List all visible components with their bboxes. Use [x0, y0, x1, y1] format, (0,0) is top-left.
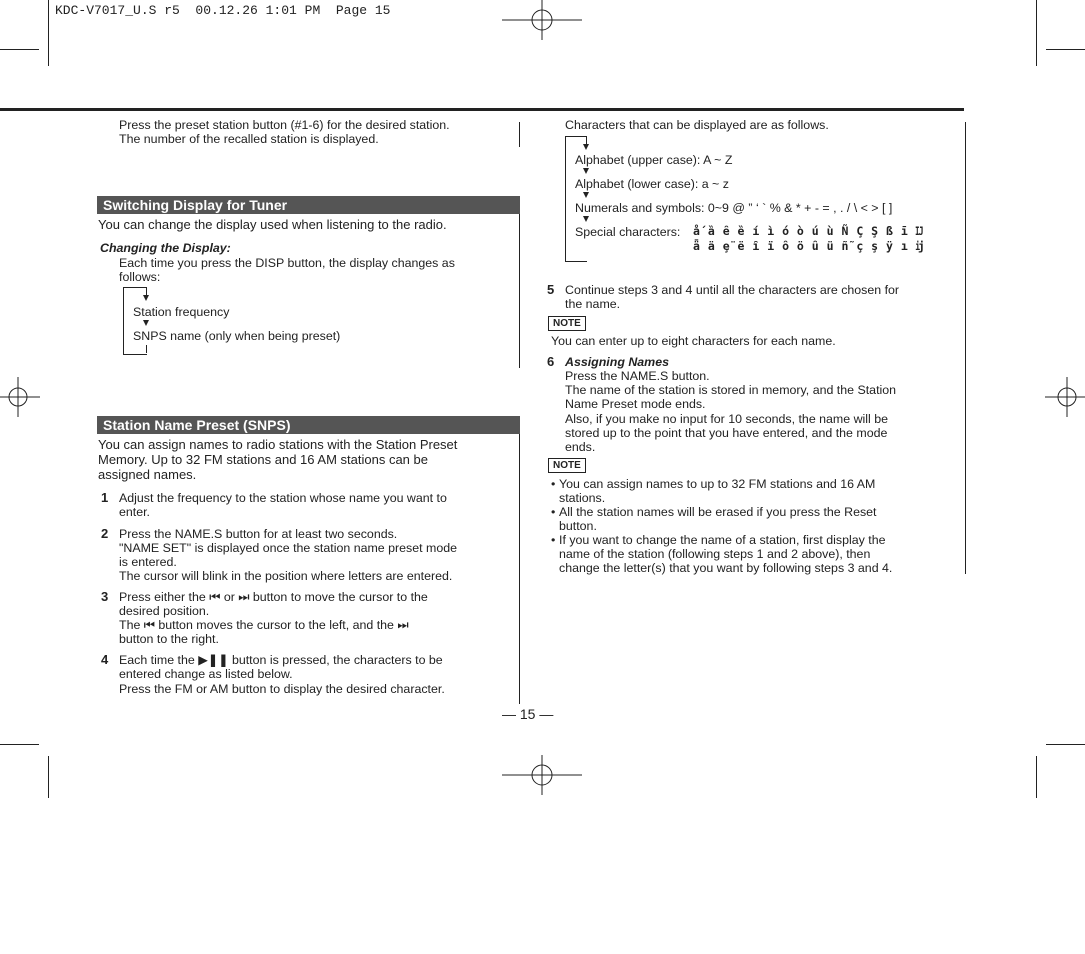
note-bullet-line: stations.: [559, 491, 606, 505]
down-arrow-icon: [143, 320, 149, 326]
step-line: Name Preset mode ends.: [565, 397, 706, 411]
step-number: 6: [547, 354, 555, 369]
step-line: Press the NAME.S button.: [565, 369, 710, 383]
section-title-switching-display: Switching Display for Tuner: [97, 196, 520, 214]
note-bullet-line: change the letter(s) that you want by following steps 3 and 4.: [559, 561, 893, 575]
registration-mark-right: [1045, 377, 1085, 417]
print-slug: KDC-V7017_U.S r5 00.12.26 1:01 PM Page 15: [55, 3, 391, 18]
cycle-item: Alphabet (lower case): a ~ z: [575, 177, 729, 191]
note-bullet-item: • You can assign names to up to 32 FM stations and 16 AM: [551, 477, 876, 491]
note-bullet-line: button.: [559, 519, 597, 533]
step-line: "NAME SET" is displayed once the station name preset mode: [119, 541, 458, 555]
registration-mark-left: [0, 377, 40, 417]
cycle-item: Station frequency: [133, 305, 230, 319]
step-number: 5: [547, 282, 555, 297]
step-line: Continue steps 3 and 4 until all the characters are chosen for: [565, 283, 900, 297]
step-line: Press the NAME.S button for at least two seconds.: [119, 527, 398, 541]
cycle-item: Numerals and symbols: 0~9 @ ” ‘ ` % & * + - = , . / \ < > [ ]: [575, 201, 893, 215]
cycle-item: Alphabet (upper case): A ~ Z: [575, 153, 733, 167]
cycle-item: Special characters:: [575, 225, 681, 239]
step-line: desired position.: [119, 604, 210, 618]
top-rule: [0, 108, 964, 111]
step-line: is entered.: [119, 555, 177, 569]
note-text: You can enter up to eight characters for each name.: [551, 334, 836, 348]
note-label: NOTE: [548, 316, 586, 331]
body-line: Each time you press the DISP button, the display changes as: [119, 256, 455, 270]
intro-line: Press the preset station button (#1-6) for the desired station.: [119, 118, 450, 132]
step-number: 3: [101, 589, 109, 604]
section-lead: You can change the display used when listening to the radio.: [98, 217, 447, 232]
intro-line: The number of the recalled station is displayed.: [119, 132, 379, 146]
note-bullet-item: • If you want to change the name of a station, first display the: [551, 533, 886, 547]
step-line: stored up to the point that you have entered, and the mode: [565, 426, 888, 440]
note-label: NOTE: [548, 458, 586, 473]
section-lead: You can assign names to radio stations with the Station Preset: [98, 437, 458, 452]
down-arrow-icon: [583, 168, 589, 174]
body-line: follows:: [119, 270, 161, 284]
registration-mark-bottom: [502, 755, 582, 795]
section-title-station-name-preset: Station Name Preset (SNPS): [97, 416, 520, 434]
step-number: 1: [101, 490, 109, 505]
step-line: Press either the ⏮ or ⏭ button to move the cursor to the: [119, 590, 428, 604]
down-arrow-icon: [583, 192, 589, 198]
column-divider: [519, 416, 520, 704]
note-bullet-item: • All the station names will be erased if you press the Reset: [551, 505, 877, 519]
cycle-item: SNPS name (only when being preset): [133, 329, 341, 343]
column-divider: [519, 122, 520, 147]
step-number: 4: [101, 652, 109, 667]
step-line: The ⏮ button moves the cursor to the left, and the ⏭: [119, 618, 409, 632]
down-arrow-icon: [143, 295, 149, 301]
down-arrow-icon: [583, 144, 589, 150]
page-number: — 15 —: [502, 706, 554, 722]
step-line: the name.: [565, 297, 621, 311]
special-characters-row-2: ǟ ä ȩ̈ ë ȋ ï ȏ ö ȗ ü ñ̃ ç ş ÿ ı ĳ: [693, 239, 924, 253]
special-characters-row-1: ǻ ȁ ȇ ȅ í ì ó ò ú ù Ñ Ç Ş ß ī Ĳ: [693, 224, 924, 238]
step-line: Also, if you make no input for 10 seconds, the name will be: [565, 412, 889, 426]
step-line: The cursor will blink in the position where letters are entered.: [119, 569, 453, 583]
step-line: Adjust the frequency to the station whose name you want to: [119, 491, 447, 505]
step-title-assigning-names: Assigning Names: [565, 355, 669, 369]
section-lead: Memory. Up to 32 FM stations and 16 AM stations can be: [98, 452, 428, 467]
step-line: ends.: [565, 440, 596, 454]
registration-mark-top: [502, 0, 582, 40]
characters-intro: Characters that can be displayed are as follows.: [565, 118, 829, 132]
step-number: 2: [101, 526, 109, 541]
step-line: enter.: [119, 505, 151, 519]
column-divider: [519, 196, 520, 368]
step-line: entered change as listed below.: [119, 667, 293, 681]
down-arrow-icon: [583, 216, 589, 222]
subheading-changing-display: Changing the Display:: [100, 241, 231, 255]
section-lead: assigned names.: [98, 467, 197, 482]
step-line: The name of the station is stored in memory, and the Station: [565, 383, 897, 397]
step-line: Each time the ▶❚❚ button is pressed, the characters to be: [119, 653, 443, 667]
note-bullet-line: name of the station (following steps 1 and 2 above), then: [559, 547, 871, 561]
step-line: button to the right.: [119, 632, 219, 646]
column-divider-right: [965, 122, 966, 574]
step-line: Press the FM or AM button to display the desired character.: [119, 682, 445, 696]
